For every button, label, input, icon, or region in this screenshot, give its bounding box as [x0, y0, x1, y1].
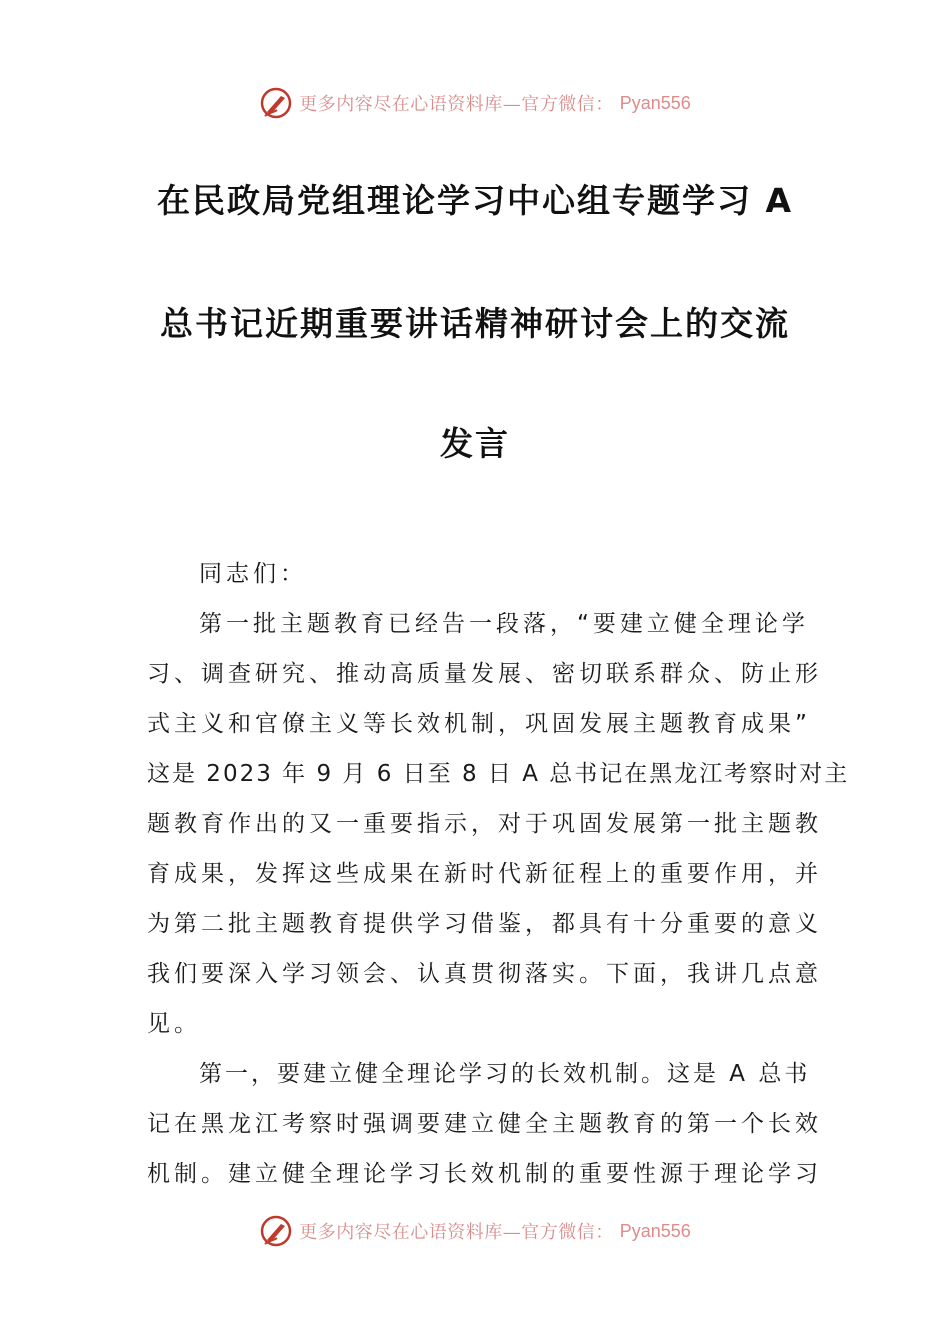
title-line-3: 发言 — [440, 424, 510, 463]
body-line: 我们要深入学习领会、认真贯彻落实。下面，我讲几点意 — [147, 961, 822, 987]
title-line-2: 总书记近期重要讲话精神研讨会上的交流 — [160, 304, 790, 343]
body-line: 第一，要建立健全理论学习的长效机制。这是 A 总书 — [199, 1061, 811, 1087]
watermark-wechat-id: Pyan556 — [619, 1220, 691, 1241]
body-line: 题教育作出的又一重要指示，对于巩固发展第一批主题教 — [147, 811, 822, 837]
watermark-wechat-id: Pyan556 — [619, 92, 691, 113]
body-line: 习、调查研究、推动高质量发展、密切联系群众、防止形 — [147, 661, 822, 687]
body-line: 为第二批主题教育提供学习借鉴，都具有十分重要的意义 — [147, 911, 822, 937]
body-line: 记在黑龙江考察时强调要建立健全主题教育的第一个长效 — [147, 1111, 822, 1137]
body-line: 机制。建立健全理论学习长效机制的重要性源于理论学习 — [147, 1161, 822, 1187]
salutation: 同志们： — [199, 561, 307, 587]
body-line: 式主义和官僚主义等长效机制，巩固发展主题教育成果” — [147, 711, 811, 737]
body-line: 这是 2023 年 9 月 6 日至 8 日 A 总书记在黑龙江考察时对主 — [147, 761, 850, 787]
title-line-1: 在民政局党组理论学习中心组专题学习 A — [156, 181, 794, 220]
pen-logo-icon — [259, 1214, 293, 1248]
body-line: 育成果，发挥这些成果在新时代新征程上的重要作用，并 — [147, 861, 822, 887]
watermark-header — [0, 83, 950, 123]
body-line: 第一批主题教育已经告一段落，“要建立健全理论学 — [199, 611, 809, 637]
watermark-text: 更多内容尽在心语资料库—官方微信： — [299, 94, 614, 115]
watermark-text: 更多内容尽在心语资料库—官方微信： — [299, 1222, 614, 1243]
body-line: 见。 — [147, 1011, 201, 1037]
watermark-footer — [0, 1211, 950, 1251]
pen-logo-icon — [259, 86, 293, 120]
